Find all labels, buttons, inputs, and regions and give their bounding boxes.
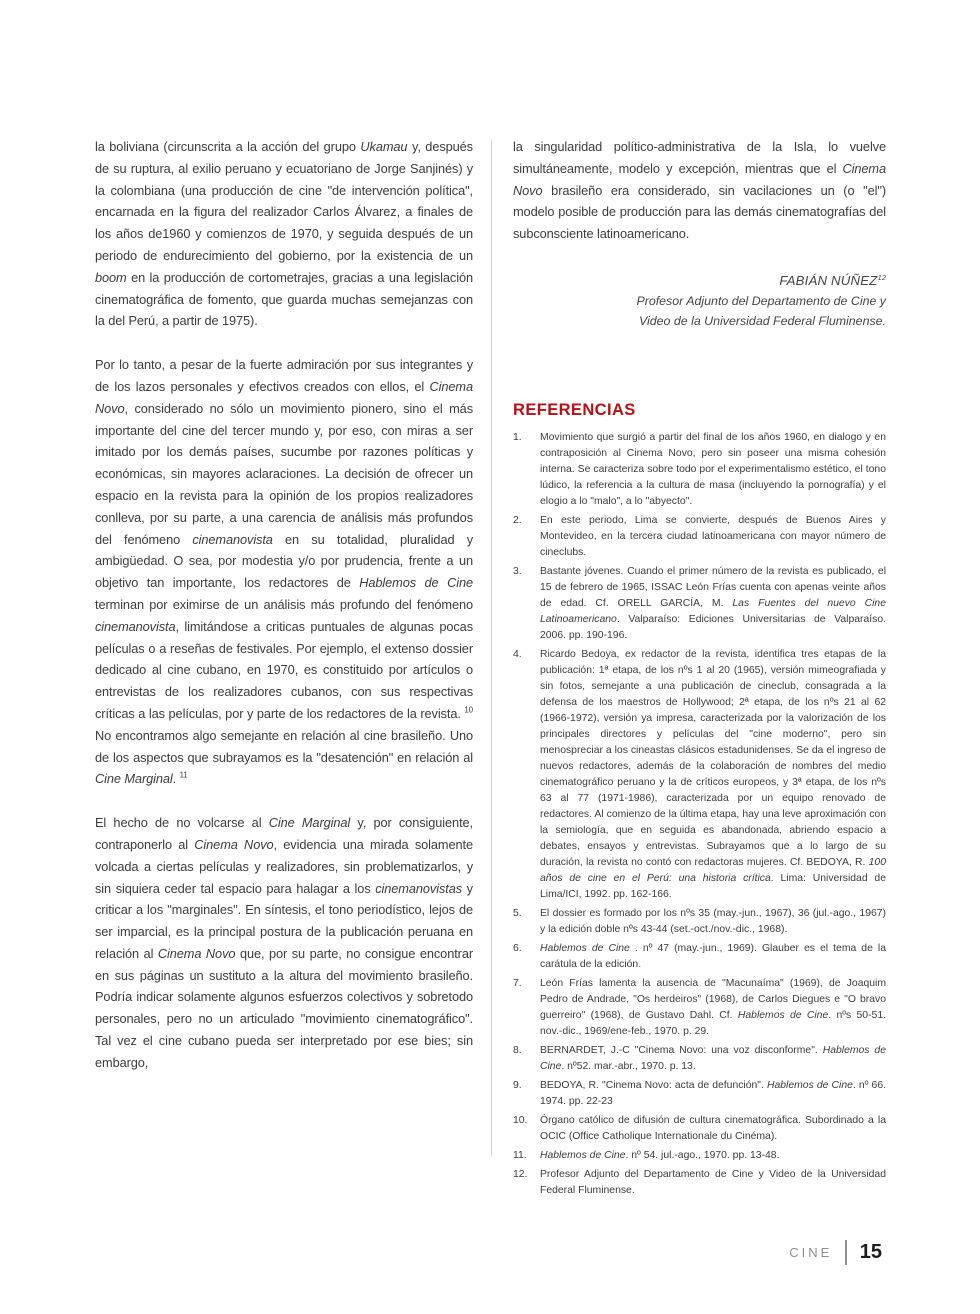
paragraph: Por lo tanto, a pesar de la fuerte admiración por sus integrantes y de los lazos personales y efectivos creados con ellos, el Cinema Novo, considerado no sólo un movimiento pionero, sino el más importante del cine del tercer mundo y, por eso, con miras a ser imitado por los demás países, sucumbe por razones políticas y económicas, sin mayores aclaraciones. La decisión de ofrecer un espacio en la revista para la opinión de los propios realizadores conlleva, por su parte, a una carencia de análisis más profundos del fenómeno cinemanovista en su totalidad, pluralidad y ambigüedad. O sea, por modestia y/o por prudencia, frente a un objetivo tan importante, los redactores de Hablemos de Cine terminan por eximirse de un análisis más profundo del fenómeno cinemanovista, limitándose a criticas puntuales de algunas pocas películas o a reseñas de festivales. Por ejemplo, el extenso dossier dedicado al cine cubano, en 1970, es constituido por artículos o entrevistas de los realizadores cubanos, con sus respectivas críticas a las películas, por y parte de los redactores de la revista. $^{10}$ No encontramos algo semejante en relación al cine brasileño. Uno de los aspectos que subrayamos es la "desatención" en relación al Cine Marginal. $^{11}$ xyxy=(95,357,473,787)
reference-text: BEDOYA, R. "Cinema Novo: acta de defunción". Hablemos de Cine. nº 66. 1974. pp. 22-23 xyxy=(540,1079,886,1107)
paragraph: El hecho de no volcarse al Cine Marginal y, por consiguiente, contraponerlo al Cinema Novo, evidencia una mirada solamente volcada a ciertas películas y realizadores, sin problematizarlos, y sin siquiera ceder tal espacio para halagar a los cinemanovistas y criticar a los "marginales". En síntesis, el tono periodístico, lejos de ser imparcial, es la principal postura de la publicación peruana en relación al Cinema Novo que, por su parte, no consigue encontrar en sus páginas un sustituto a la altura del movimiento brasileño. Podría indicar solamente algunos esfuerzos colectivos y sobretodo personales, pero no un articulado "movimiento cinematográfico". Tal vez el cine cubano pueda ser interpretado por ese bies; sin embargo, xyxy=(95,815,474,1070)
reference-number: 10. xyxy=(513,1114,528,1126)
reference-text: Profesor Adjunto del Departamento de Cine y Video de la Universidad Federal Fluminense. xyxy=(540,1168,886,1196)
author-role-line-2: Video de la Universidad Federal Fluminense. xyxy=(638,313,886,328)
reference-number: 8. xyxy=(513,1044,522,1056)
reference-item xyxy=(513,976,886,1040)
reference-number: 3. xyxy=(513,565,522,577)
reference-item xyxy=(513,906,886,938)
references-section xyxy=(513,401,886,1199)
reference-text: BERNARDET, J.-C "Cinema Novo: una voz disconforme". Hablemos de Cine. nº52. mar.-abr., 1970. p. 13. xyxy=(540,1044,886,1072)
reference-item xyxy=(513,647,886,903)
reference-text: Órgano católico de difusión de cultura cinematográfica. Subordinado a la OCIC (Office Catholique Internationale du Cinéma). xyxy=(540,1114,886,1142)
paragraph: la boliviana (circunscrita a la acción del grupo Ukamau y, después de su ruptura, al exilio peruano y ecuatoriano de Jorge Sanjinés) y la colombiana (una producción de cine "de intervención política", encarnada en la figura del realizador Carlos Álvarez, a finales de los años de1960 y comienzos de 1970, y seguida después de un periodo de endurecimiento del gobierno, por la existencia de un boom en la producción de cortometrajes, gracias a una legislación cinematográfica de fomento, que guarda muchas semejanzas con la del Perú, a partir de 1975). xyxy=(95,139,473,329)
reference-text: León Frías lamenta la ausencia de "Macunaíma" (1969), de Joaquim Pedro de Andrade, "Os herdeiros" (1968), de Carlos Diegues e "O bravo guerreiro" (1968), de Gustavo Dahl. Cf. Hablemos de Cine. nºs 50-51. nov.-dic., 1969/ene-feb., 1970. p. 29. xyxy=(540,977,886,1037)
left-column xyxy=(95,136,473,1096)
reference-item xyxy=(513,1078,886,1110)
reference-item xyxy=(513,1113,886,1145)
reference-number: 11. xyxy=(513,1149,527,1161)
reference-text: Hablemos de Cine. nº 54. jul.-ago., 1970. pp. 13-48. xyxy=(540,1149,780,1161)
author-name-line xyxy=(513,271,886,291)
author-footnote-ref: 12 xyxy=(877,272,886,282)
footer-divider xyxy=(845,1240,847,1265)
intro-paragraphs xyxy=(513,136,886,245)
reference-number: 1. xyxy=(513,431,522,443)
reference-item xyxy=(513,941,886,973)
reference-number: 9. xyxy=(513,1079,522,1091)
page-number: 15 xyxy=(859,1241,882,1263)
reference-number: 7. xyxy=(513,977,522,989)
reference-item xyxy=(513,1043,886,1075)
reference-item xyxy=(513,564,886,644)
right-column xyxy=(513,136,886,1202)
reference-item xyxy=(513,430,886,510)
reference-number: 2. xyxy=(513,514,522,526)
page-footer xyxy=(789,1240,882,1265)
reference-item xyxy=(513,1148,886,1164)
reference-number: 4. xyxy=(513,648,522,660)
reference-number: 12. xyxy=(513,1168,528,1180)
reference-number: 6. xyxy=(513,942,522,954)
author-attribution xyxy=(513,271,886,331)
references-list xyxy=(513,430,886,1199)
reference-text: El dossier es formado por los nºs 35 (may.-jun., 1967), 36 (jul.-ago., 1967) y la edición doble nºs 43-44 (set.-oct./nov.-dic., 1968). xyxy=(540,907,886,935)
author-role-line-1: Profesor Adjunto del Departamento de Cine y xyxy=(636,293,886,308)
reference-text: Movimiento que surgió a partir del final de los años 1960, en dialogo y en contraposición al Cinema Novo, pero sin poseer una misma cohesión interna. Se caracteriza sobre todo por el experimentalismo estético, el tono lúdico, la referencia a la cultura de masa (incluyendo la pornografía) y el elogio a lo "malo", a lo "abyecto". xyxy=(540,431,886,507)
author-name: FABIÁN NÚÑEZ xyxy=(779,272,878,288)
reference-number: 5. xyxy=(513,907,522,919)
references-heading: REFERENCIAS xyxy=(513,400,636,419)
reference-text: Ricardo Bedoya, ex redactor de la revista, identifica tres etapas de la publicación: 1ª etapa, de los nºs 1 al 20 (1965), versión mimeografiada y sin fotos, semejante a una publicación de cineclub, consagrada a la defensa de los maestros de Hollywood; 2ª etapa, de los nºs 21 al 62 (1966-1972), versión ya impresa, caracterizada por la valorización de los principales directores y películas del "cine moderno", pero sin menospreciar a los cineastas clásicos estadunidenses. Se da el ingreso de nuevos redactores, además de la colaboración de nombres del medio cinematográfico peruano y la de críticos europeos, y 3ª etapa, de los nºs 63 al 77 (1971-1986), caracterizada por un equipo renovado de redactores. Al comienzo de la última etapa, hay una leve aproximación con la semiología, que en seguida es abandonada, abriendo espacio a debates, ensayos y entrevistas. Subrayamos que a lo largo de su duración, la revista no contó con redactoras mujeres. Cf. BEDOYA, R. 100 años de cine en el Perú: una historia crítica. Lima: Universidad de Lima/ICI, 1992. pp. 162-166. xyxy=(540,648,886,900)
column-divider xyxy=(491,140,492,1156)
section-label: CINE xyxy=(789,1245,833,1260)
reference-item xyxy=(513,1167,886,1199)
paragraph: la singularidad político-administrativa de la Isla, lo vuelve simultáneamente, modelo y excepción, mientras que el Cinema Novo brasileño era considerado, sin vacilaciones un (o "el") modelo posible de producción para las demás cinematografías del subconsciente latinoamericano. xyxy=(513,139,886,242)
reference-item xyxy=(513,513,886,561)
reference-text: En este periodo, Lima se convierte, después de Buenos Aires y Montevideo, en la tercera ciudad latinoamericana con mayor número de cineclubs. xyxy=(540,514,886,558)
reference-text: Bastante jóvenes. Cuando el primer número de la revista es publicado, el 15 de febrero de 1965, ISSAC León Frías cuenta con apenas veinte años de edad. Cf. ORELL GARCÍA, M. Las Fuentes del nuevo Cine Latinoamericano. Valparaíso: Ediciones Universitarias de Valparaíso. 2006. pp. 190-196. xyxy=(540,565,886,641)
reference-text: Hablemos de Cine . nº 47 (may.-jun., 1969). Glauber es el tema de la carátula de la edición. xyxy=(540,942,887,970)
